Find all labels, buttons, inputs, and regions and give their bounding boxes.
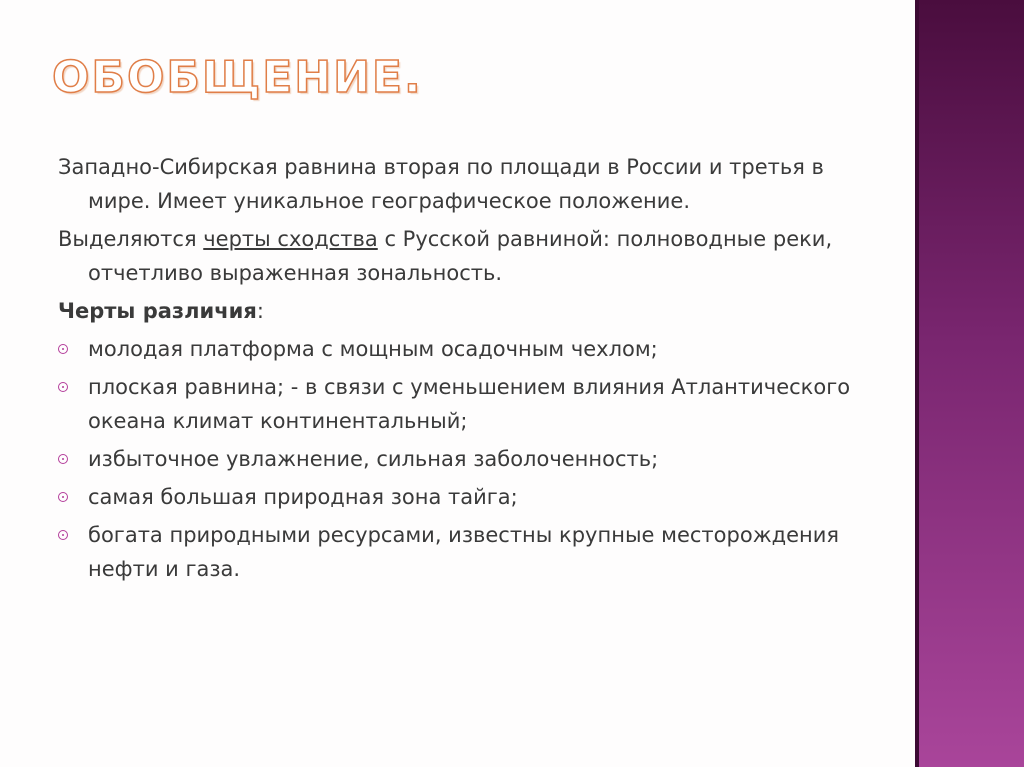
list-item xyxy=(58,370,858,438)
similarity-underlined-term: черты сходства xyxy=(203,227,378,251)
slide-body xyxy=(58,150,858,590)
list-item-text: избыточное увлажнение, сильная заболоченность; xyxy=(88,447,659,471)
circle-dot-bullet-icon xyxy=(58,454,68,464)
slide-title: ОБОБЩЕНИЕ. xyxy=(52,52,423,103)
list-item-text: плоская равнина; - в связи с уменьшением влияния Атлантического океана климат континентальный; xyxy=(88,375,851,433)
differences-heading-colon: : xyxy=(256,299,264,323)
list-item xyxy=(58,442,858,476)
list-item xyxy=(58,480,858,514)
list-item xyxy=(58,332,858,366)
circle-dot-bullet-icon xyxy=(58,492,68,502)
list-item xyxy=(58,518,858,586)
paragraph-differences-heading xyxy=(58,294,858,328)
circle-dot-bullet-icon xyxy=(58,344,68,354)
similarity-lead: Выделяются xyxy=(58,227,204,251)
list-item-text: молодая платформа с мощным осадочным чехлом; xyxy=(88,337,658,361)
list-item-text: самая большая природная зона тайга; xyxy=(88,485,518,509)
paragraph-similarity xyxy=(58,222,858,290)
similarity-rest: с Русской равниной: полноводные реки, отчетливо выраженная зональность. xyxy=(88,227,833,285)
paragraph-summary: Западно-Сибирская равнина вторая по площади в России и третья в мире. Имеет уникальное географическое положение. xyxy=(58,155,824,213)
decorative-side-band xyxy=(915,0,1024,767)
list-item-text: богата природными ресурсами, известны крупные месторождения нефти и газа. xyxy=(88,523,840,581)
differences-list xyxy=(58,332,858,586)
circle-dot-bullet-icon xyxy=(58,530,68,540)
circle-dot-bullet-icon xyxy=(58,382,68,392)
differences-heading-label: Черты различия xyxy=(58,299,257,323)
